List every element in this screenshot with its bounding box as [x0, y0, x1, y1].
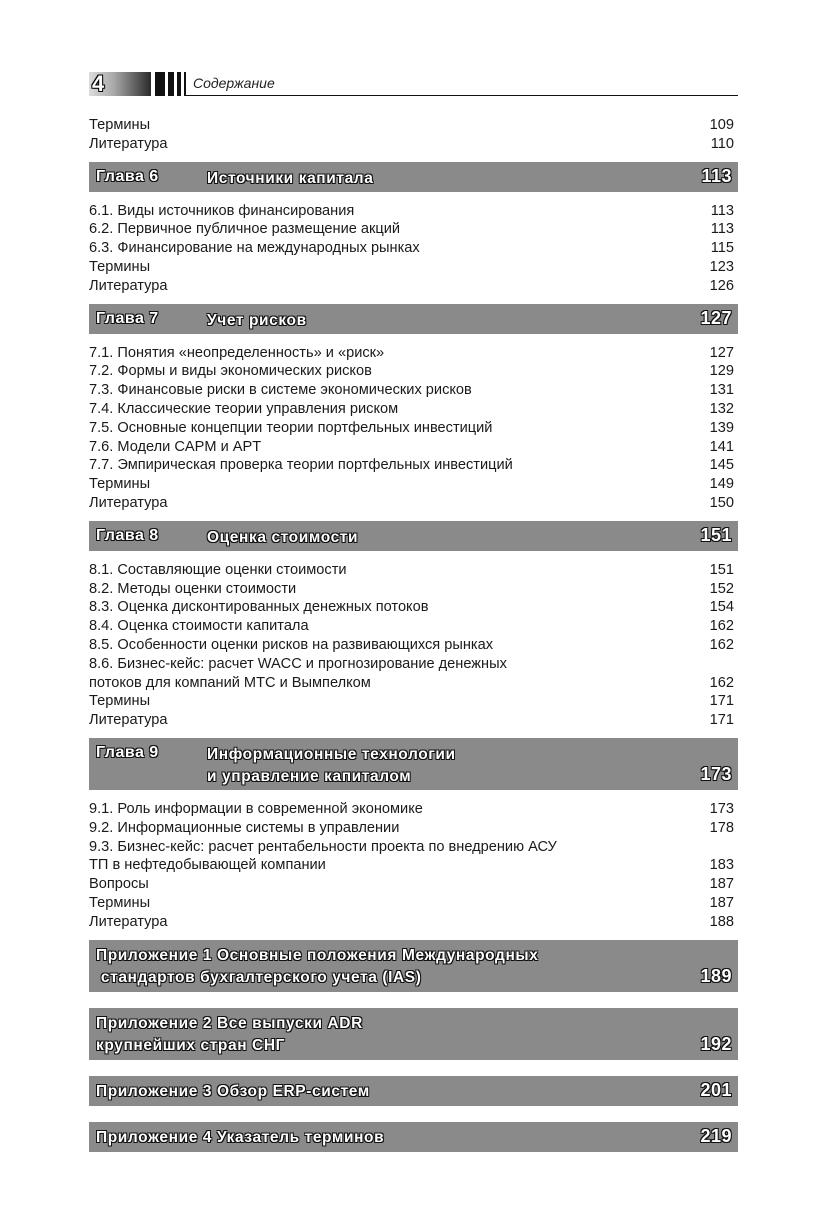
toc-entry[interactable] — [89, 277, 738, 296]
toc-entry-text: 8.2. Методы оценки стоимости — [89, 580, 297, 597]
toc-entry-page: 113 — [710, 221, 734, 238]
toc-entry[interactable] — [89, 220, 738, 239]
toc-entry-text: Литература — [89, 494, 168, 511]
toc-entry-page: 187 — [709, 894, 734, 911]
toc-entry-text: Литература — [89, 712, 168, 729]
toc-entry-text: Термины — [89, 693, 151, 710]
toc-entry-text: Термины — [89, 894, 151, 911]
toc-entry-text: 8.4. Оценка стоимости капитала — [89, 618, 309, 635]
toc-entry-page: 173 — [709, 800, 734, 817]
appendix-title: Приложение 4 Указатель терминов — [96, 1128, 385, 1146]
appendix-page: 189 — [700, 965, 732, 986]
chapter-7-heading[interactable] — [89, 304, 738, 334]
appendix-1-heading[interactable] — [89, 940, 738, 992]
header-stripe — [168, 72, 174, 96]
chapter-8-heading[interactable] — [89, 521, 738, 551]
toc-entry[interactable] — [89, 875, 738, 894]
appendix-title-line: стандартов бухгалтерского учета (IAS) — [100, 968, 422, 986]
toc-entry-text: Литература — [89, 913, 168, 930]
toc-entry-page: 162 — [709, 618, 734, 635]
toc-entry[interactable] — [89, 419, 738, 438]
toc-entry[interactable] — [89, 202, 738, 221]
toc-entry-text: 6.3. Финансирование на международных рынках — [89, 240, 420, 257]
toc-entry[interactable] — [89, 580, 738, 599]
chapter-page: 151 — [700, 524, 732, 545]
toc-entry-text: Литература — [89, 277, 168, 294]
toc-entry-text: 6.1. Виды источников финансирования — [89, 202, 355, 219]
toc-entry[interactable] — [89, 636, 738, 655]
appendix-title-line: Приложение 2 Все выпуски ADR — [96, 1014, 363, 1032]
toc-entry-page: 145 — [709, 457, 734, 474]
chapter-page: 113 — [701, 165, 732, 186]
toc-entry-text: 9.1. Роль информации в современной экономике — [89, 800, 423, 817]
chapter-title-line: и управление капиталом — [207, 767, 412, 785]
toc-entry[interactable] — [89, 800, 738, 819]
appendix-title-line: крупнейших стран СНГ — [96, 1036, 286, 1054]
toc-entry[interactable] — [89, 116, 738, 135]
toc-entry-text: 7.1. Понятия «неопределенность» и «риск» — [89, 344, 385, 361]
toc-entry-page: 113 — [710, 202, 734, 219]
header-stripe — [177, 72, 181, 96]
toc-entry-text: Термины — [89, 258, 151, 275]
toc-entry-text: 9.3. Бизнес-кейс: расчет рентабельности проекта по внедрению АСУ ТП в нефтедобывающей компании — [89, 838, 557, 874]
toc-entry[interactable] — [89, 692, 738, 711]
toc-entry[interactable] — [89, 655, 738, 693]
toc-entry-page: 183 — [709, 857, 734, 874]
toc-entry[interactable] — [89, 135, 738, 154]
toc-entry-page: 154 — [709, 599, 734, 616]
toc-entry-text: Литература — [89, 135, 168, 152]
toc-entry[interactable] — [89, 239, 738, 258]
toc-entry-page: 162 — [709, 674, 734, 691]
toc-entry-page: 187 — [709, 876, 734, 893]
chapter-page: 173 — [700, 763, 732, 784]
toc-entry-page: 171 — [709, 712, 734, 729]
toc-entry-page: 109 — [709, 117, 734, 133]
page-number: 4 — [92, 71, 105, 96]
toc-entry-page: 151 — [709, 561, 734, 578]
chapter-6-heading[interactable] — [89, 162, 738, 192]
appendix-title — [96, 945, 539, 989]
chapter-title: Источники капитала — [207, 169, 374, 187]
appendix-page: 201 — [700, 1079, 732, 1100]
toc-entry-page: 149 — [709, 476, 734, 493]
toc-entry[interactable] — [89, 438, 738, 457]
chapter-title: Учет рисков — [207, 311, 307, 329]
toc-entry-text: Термины — [89, 117, 151, 133]
header-rule — [184, 95, 738, 96]
toc-entry-text: 8.1. Составляющие оценки стоимости — [89, 561, 347, 578]
toc-entry-text: 7.5. Основные концепции теории портфельных инвестиций — [89, 419, 493, 436]
appendix-2-heading[interactable] — [89, 1008, 738, 1060]
toc-entry[interactable] — [89, 258, 738, 277]
toc-entry[interactable] — [89, 400, 738, 419]
page-header — [89, 70, 738, 96]
toc-entry-page: 132 — [709, 400, 734, 417]
chapter-title — [207, 744, 456, 788]
appendix-title: Приложение 3 Обзор ERP-систем — [96, 1082, 370, 1100]
toc-entry-text: 6.2. Первичное публичное размещение акций — [89, 221, 401, 238]
chapter-label: Глава 8 — [96, 526, 159, 544]
toc-entry[interactable] — [89, 838, 738, 876]
toc-entry-text: 7.2. Формы и виды экономических рисков — [89, 363, 372, 380]
toc-entry-text: Вопросы — [89, 876, 149, 893]
toc-entry-page: 129 — [709, 363, 734, 380]
toc-entry[interactable] — [89, 362, 738, 381]
toc-entry-text: 8.5. Особенности оценки рисков на развивающихся рынках — [89, 636, 494, 653]
toc-entry-page: 152 — [709, 580, 734, 597]
toc-entry[interactable] — [89, 561, 738, 580]
chapter-title-line: Информационные технологии — [207, 745, 456, 763]
toc-entry[interactable] — [89, 475, 738, 494]
chapter-label: Глава 9 — [96, 743, 159, 761]
toc-entry[interactable] — [89, 913, 738, 932]
toc-entry-text: 9.2. Информационные системы в управлении — [89, 819, 400, 836]
toc-entry[interactable] — [89, 381, 738, 400]
appendix-title — [96, 1013, 363, 1057]
toc-entry-text: 7.6. Модели CAPM и APT — [89, 438, 262, 455]
toc-entry-page: 188 — [709, 913, 734, 930]
appendix-4-heading[interactable] — [89, 1122, 738, 1152]
chapter-page: 127 — [700, 307, 732, 328]
toc-entry[interactable] — [89, 711, 738, 730]
appendix-page: 192 — [700, 1033, 732, 1054]
toc-entry[interactable] — [89, 598, 738, 617]
toc-entry[interactable] — [89, 344, 738, 363]
toc-entry-text: 7.4. Классические теории управления риском — [89, 400, 399, 417]
chapter-title: Оценка стоимости — [207, 528, 359, 546]
toc-entry[interactable] — [89, 617, 738, 636]
chapter-9-heading[interactable] — [89, 738, 738, 790]
toc-entry-page: 178 — [709, 819, 734, 836]
toc-entry-text: 7.7. Эмпирическая проверка теории портфельных инвестиций — [89, 457, 513, 474]
header-title: Содержание — [193, 75, 275, 91]
toc-entry-text: 7.3. Финансовые риски в системе экономических рисков — [89, 382, 472, 399]
toc-entry-page: 131 — [709, 382, 734, 399]
toc-entry[interactable] — [89, 894, 738, 913]
header-stripe — [155, 72, 165, 96]
chapter-label: Глава 6 — [96, 167, 159, 185]
appendix-page: 219 — [700, 1125, 732, 1146]
appendix-title-line: Приложение 1 Основные положения Международных — [96, 946, 539, 964]
table-of-contents — [89, 116, 738, 1152]
toc-entry-text: 8.3. Оценка дисконтированных денежных потоков — [89, 599, 429, 616]
toc-entry-page: 139 — [709, 419, 734, 436]
chapter-label: Глава 7 — [96, 309, 159, 327]
toc-entry-page: 171 — [709, 693, 734, 710]
toc-entry-page: 162 — [709, 636, 734, 653]
appendix-3-heading[interactable] — [89, 1076, 738, 1106]
toc-entry-page: 110 — [710, 135, 734, 152]
toc-entry[interactable] — [89, 494, 738, 513]
header-stripe — [184, 72, 186, 96]
toc-entry-page: 123 — [709, 258, 734, 275]
toc-entry-text: 8.6. Бизнес-кейс: расчет WACC и прогнозирование денежных потоков для компаний МТС и Вымпелком — [89, 655, 507, 691]
toc-entry[interactable] — [89, 456, 738, 475]
toc-entry[interactable] — [89, 819, 738, 838]
toc-entry-page: 127 — [709, 344, 734, 361]
toc-entry-page: 141 — [709, 438, 734, 455]
toc-entry-page: 115 — [710, 240, 734, 257]
toc-entry-page: 150 — [709, 494, 734, 511]
toc-entry-text: Термины — [89, 476, 151, 493]
toc-entry-page: 126 — [709, 277, 734, 294]
